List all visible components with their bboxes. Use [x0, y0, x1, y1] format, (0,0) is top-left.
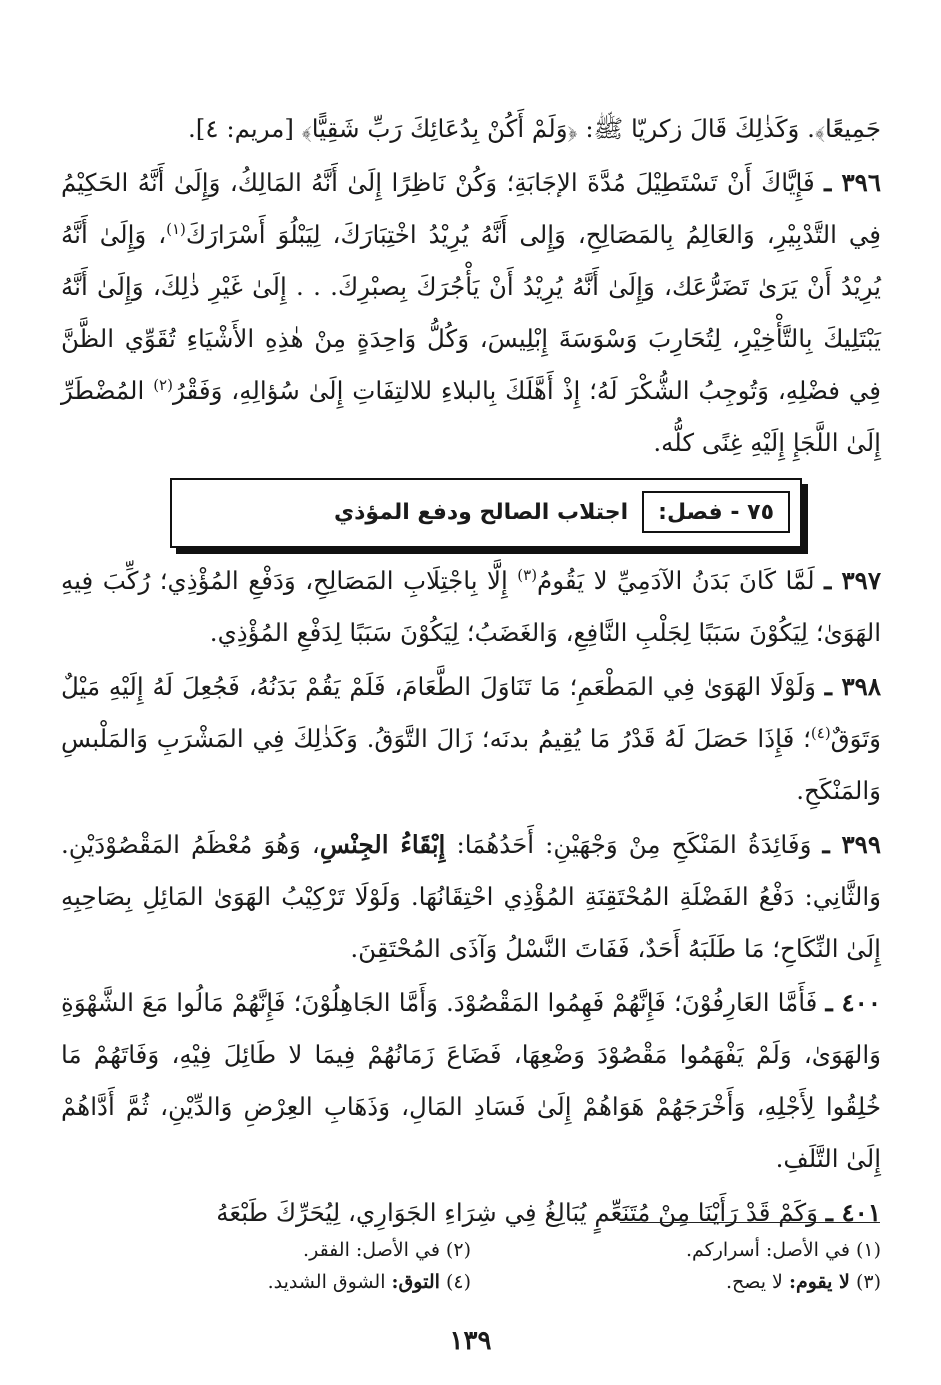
- paragraph-number: ٣٩٩ ـ: [822, 830, 881, 859]
- paragraph-number: ٣٩٦ ـ: [824, 168, 881, 197]
- footnote-1: (١) في الأصل: أسراركم.: [686, 1239, 881, 1261]
- text-block-main: [61, 555, 881, 1241]
- paragraph-401: ٤٠١ ـ وَكَمْ قَدْ رَأَيْنَا مِنْ مُتَنَعِّمٍ يُبَالِغُ فِي شِرَاءِ الجَوَارِي، لِيُحَرِّكَ طَبْعَهُ: [216, 1198, 881, 1227]
- footnote-ref-1[interactable]: (١): [166, 219, 186, 238]
- paragraph-397: ٣٩٧ ـ لَمَّا كَانَ بَدَنُ الآدَمِيِّ لا يَقُومُ$^{(٣)}$ إِلَّا بِاجْتِلَابِ المَصَالِحِ، وَدَفْعِ المُؤْذِي؛ رُكِّبَ فِيهِ الهَوَىٰ؛ لِيَكُوْنَ سَبَبًا لِجَلْبِ النَّافِعِ، وَالغَضَبُ؛ لِيَكُوْنَ سَبَبًا لِدَفْعِ المُؤْذِي.: [61, 565, 881, 647]
- paragraph-continuation: جَمِيعًا﴾. وَكَذٰلِكَ قَالَ زكريّا ﷺ: ﴿وَلَمْ أَكُنْ بِدُعَائِكَ رَبِّ شَقِيًّا﴾ [مريم: ٤].: [188, 114, 881, 143]
- paragraph-400: ٤٠٠ ـ فَأَمَّا العَارِفُوْنَ؛ فَإِنَّهُمْ فَهِمُوا المَقْصُوْدَ. وَأَمَّا الجَاهِلُوْنَ؛ فَإِنَّهُمْ مَالُوا مَعَ الشَّهْوَةِ وَالهَوَىٰ، وَلَمْ يَفْهَمُوا مَقْصُوْدَ وَضْعِهَا، فَضَاعَ زَمَانُهُمْ فِيمَا لا طَائِلَ فِيْهِ، وَفَاتَهُمْ مَا خُلِقُوا لِأَجْلِهِ، وَأَخْرَجَهُمْ هَوَاهُمْ إِلَىٰ فَسَادِ المَالِ، وَذَهَابِ العِرْضِ وَالدِّيْنِ، ثُمَّ أَدَّاهُمْ إِلَىٰ التَّلَفِ.: [61, 988, 881, 1173]
- footnote-ref-3[interactable]: (٣): [517, 565, 538, 584]
- paragraph-number: ٤٠١ ـ: [825, 1198, 881, 1227]
- paragraph-396: ٣٩٦ ـ فَإِيَّاكَ أَنْ تَسْتَطِيْلَ مُدَّةَ الإجَابَةِ؛ وَكُنْ نَاظِرًا إِلَىٰ أَنَّهُ المَالِكُ، وَإِلَىٰ أَنَّهُ الحَكِيْمُ فِي التَّدْبِيْرِ، وَالعَالِمُ بِالمَصَالِحِ، وَإِلى أَنَّهُ يُرِيْدُ اخْتِبَارَكَ، لِيَبْلُوَ أَسْرَارَكَ$^{(١)}$، وَإِلَىٰ أَنَّهُ يُرِيْدُ أَنْ يَرَىٰ تَضَرُّعَك، وَإِلَىٰ أَنَّهُ يُرِيْدُ أَنْ يَأْجُرَكَ بِصبْرِكَ. . . إِلَىٰ غَيْرِ ذٰلِكَ، وَإِلَىٰ أَنَّهُ يَبْتَلِيكَ بِالتَّأْخِيْرِ، لِتُحَارِبَ وَسْوَسَةَ إِبْلِيسَ، وَكُلُّ وَاحِدَةٍ مِنْ هٰذِهِ الأَشْيَاءِ تُقَوِّي الظَّنَّ فِي فضْلِهِ، وَتُوجِبُ الشُّكْرَ لَهُ؛ إِذْ أَهَّلَكَ بِالبلاءِ للالتِفَاتِ إِلَىٰ سُؤالِهِ، وَفَقْرُ$^{(٢)}$ المُضْطَرِّ إِلَىٰ اللَّجَإِ إِلَيْهِ غِنًى كلُّه.: [61, 168, 881, 457]
- page-number: ١٣٩: [449, 1326, 492, 1356]
- paragraph-399: ٣٩٩ ـ وَفَائِدَةُ المَنْكَحِ مِنْ وَجْهَيْنِ: أَحَدُهُمَا: إِبْقَاءُ الجِنْسِ، وَهُوَ مُعْظَمُ المَقْصُوْدَيْنِ. وَالثَّانِي: دَفْعُ الفَضْلَةِ المُحْتَقِنَةِ المُؤْذِي احْتِقَانُهَا. وَلَوْلَا تَرْكِيْبُ الهَوَىٰ المَائِلِ بِصَاحِبِهِ إِلَىٰ النِّكَاحِ؛ مَا طَلَبَهُ أَحَدٌ، فَفَاتَ النَّسْلُ وَآذَى المُحْتَقِنَ.: [61, 830, 881, 963]
- footnote-4: (٤) التوق: الشوق الشديد.: [267, 1271, 471, 1293]
- chapter-heading-box: [170, 478, 802, 548]
- paragraph-number: ٣٩٨ ـ: [824, 672, 881, 701]
- text-block-top: [61, 103, 881, 471]
- chapter-title: اجتلاب الصالح ودفع المؤذي: [333, 499, 629, 525]
- paragraph-number: ٤٠٠ ـ: [825, 988, 881, 1017]
- chapter-label: ٧٥ - فصل:: [642, 491, 790, 533]
- paragraph-number: ٣٩٧ ـ: [824, 566, 881, 595]
- footnote-2: (٢) في الأصل: الفقر.: [303, 1239, 471, 1261]
- footnote-ref-2[interactable]: (٢): [153, 375, 173, 394]
- paragraph-398: ٣٩٨ ـ وَلَوْلَا الهَوَىٰ فِي المَطْعَمِ؛ مَا تَنَاوَلَ الطَّعَامَ، فَلَمْ يَقُمْ بَدَنُهُ، فَجُعِلَ لَهُ إِلَيْهِ مَيْلٌ وَتَوَقٌ$^{(٤)}$؛ فَإِذَا حَصَلَ لَهُ قَدْرُ مَا يُقِيمُ بدنَه؛ زَالَ التَّوَقُ. وَكَذٰلِكَ فِي المَشْرَبِ وَالمَلْبسِ وَالمَنْكَحِ.: [61, 672, 881, 805]
- footnote-divider: [620, 1222, 880, 1223]
- bold-phrase: إِبْقَاءُ الجِنْسِ: [319, 830, 446, 859]
- footnote-3: (٣) لا يقوم: لا يصح.: [725, 1271, 881, 1293]
- footnote-ref-4[interactable]: (٤): [810, 723, 831, 742]
- footnotes: [61, 1234, 881, 1298]
